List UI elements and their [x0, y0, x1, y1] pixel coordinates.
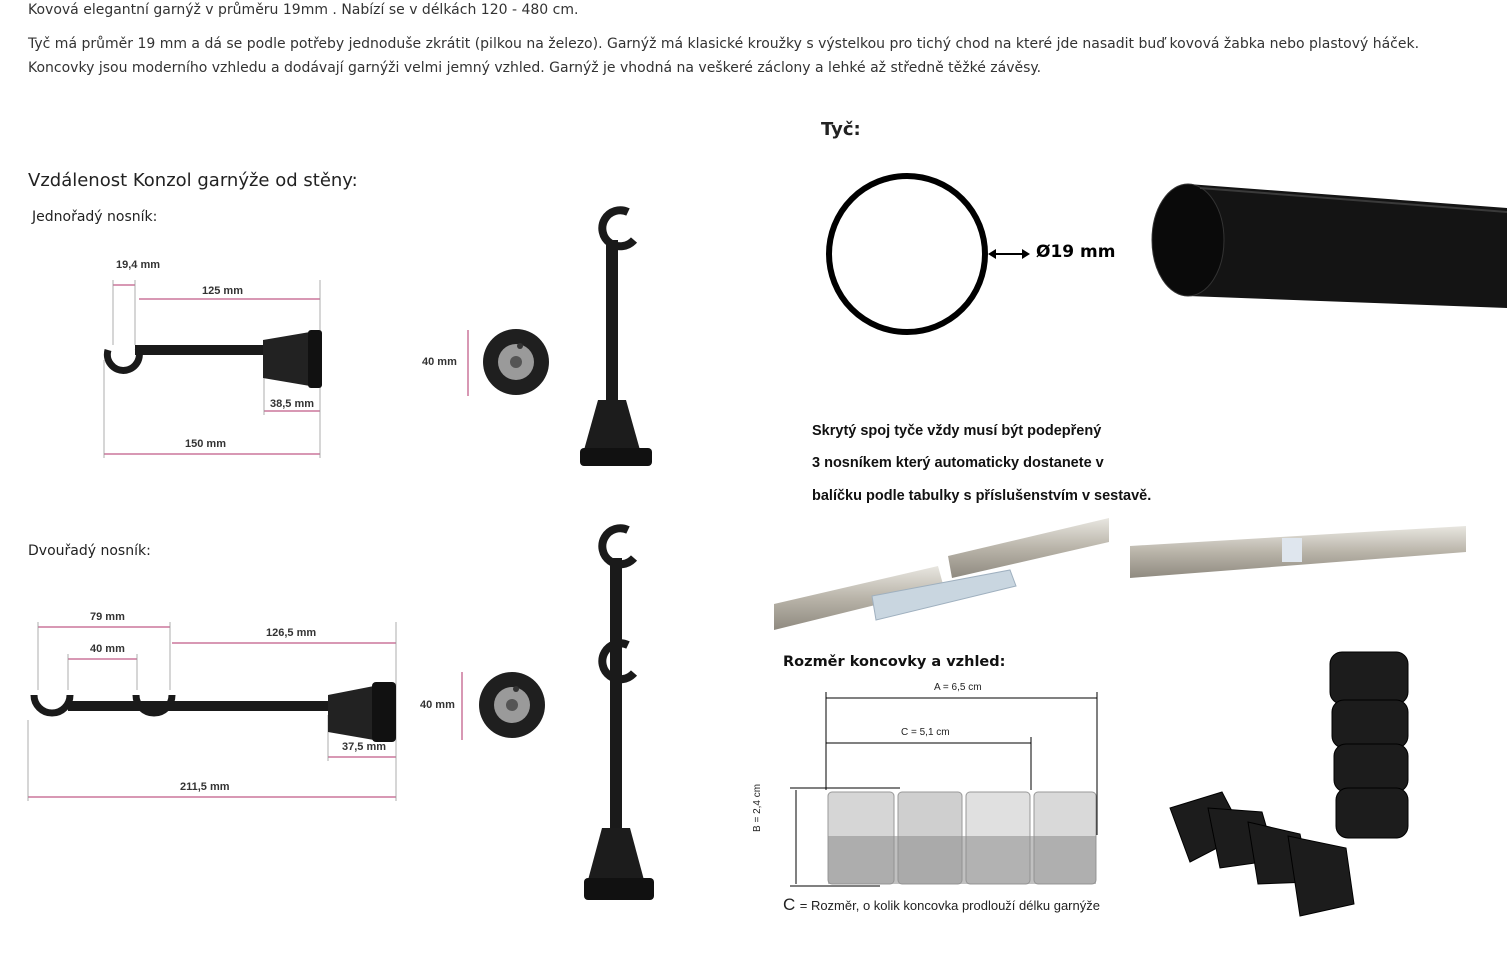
dim-single-e: 40 mm [422, 356, 457, 368]
dim-double-e: 211,5 mm [180, 781, 230, 793]
dim-double-c: 126,5 mm [266, 627, 317, 639]
finial-dim-b: B = 2,4 cm [752, 783, 763, 832]
brackets-title: Vzdálenost Konzol garnýže od stěny: [28, 170, 358, 191]
dim-double-d: 37,5 mm [342, 741, 387, 753]
joint-note-line-3: balíčku podle tabulky s příslušenstvím v sestavě. [812, 488, 1152, 504]
finial-caption-prefix: C [783, 895, 796, 914]
joint-note-line-2: 3 nosníkem který automaticky dostanete v [812, 455, 1104, 471]
double-bracket-label: Dvouřadý nosník: [28, 543, 151, 559]
dim-single-a: 19,4 mm [116, 259, 161, 271]
finial-dim-c: C = 5,1 cm [901, 727, 950, 738]
finial-caption-text: = Rozměr, o kolik koncovka prodlouží délku garnýže [799, 898, 1100, 913]
dim-single-c: 38,5 mm [270, 398, 315, 410]
dim-single-b: 125 mm [202, 285, 243, 297]
joint-note-line-1: Skrytý spoj tyče vždy musí být podepřený [812, 423, 1102, 439]
rod-diameter-label: Ø19 mm [1036, 242, 1116, 262]
finial-title: Rozměr koncovky a vzhled: [783, 654, 1006, 670]
single-bracket-label: Jednořadý nosník: [32, 209, 158, 225]
rod-title: Tyč: [821, 119, 861, 140]
intro-line-3: Koncovky jsou moderního vzhledu a dodávají garnýži velmi jemný vzhled. Garnýž je vhodná na veškeré záclony a lehké až středně těžké závěsy. [28, 60, 1042, 76]
dim-double-b: 40 mm [90, 643, 125, 655]
dim-single-d: 150 mm [185, 438, 226, 450]
dim-double-f: 40 mm [420, 699, 455, 711]
intro-line-2: Tyč má průměr 19 mm a dá se podle potřeby jednoduše zkrátit (pilkou na železo). Garnýž má klasické kroužky s výstelkou pro tichý chod na které jde nasadit buď kovová žabka nebo plastový háček. [28, 36, 1420, 52]
dim-double-a: 79 mm [90, 611, 125, 623]
intro-line-1: Kovová elegantní garnýž v průměru 19mm . Nabízí se v délkách 120 - 480 cm. [28, 2, 579, 18]
finial-caption [783, 895, 1100, 915]
finial-dim-a: A = 6,5 cm [934, 682, 982, 693]
